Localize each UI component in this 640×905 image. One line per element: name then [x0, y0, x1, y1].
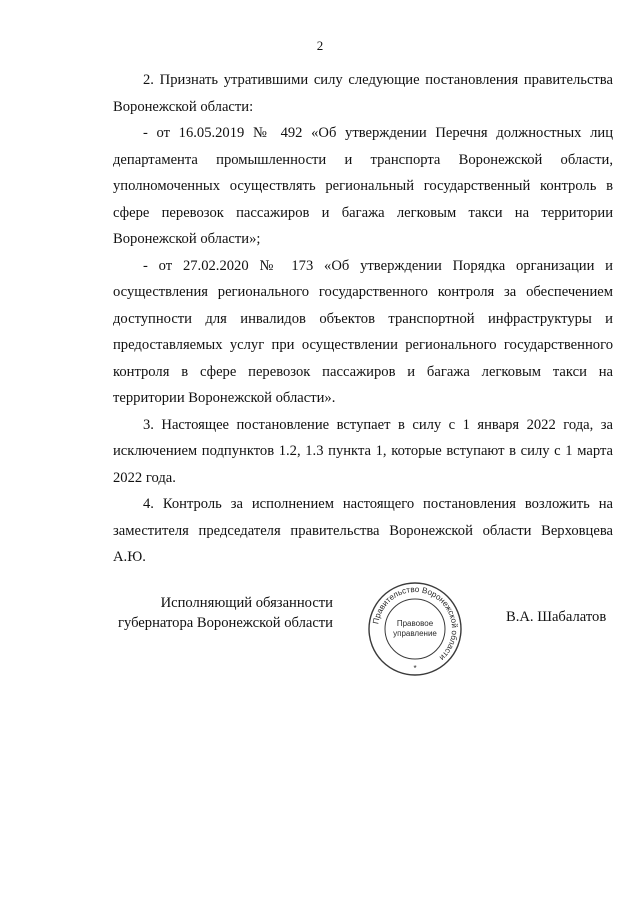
document-body: [113, 67, 613, 571]
paragraph-repeal-item-492: - от 16.05.2019 № 492 «Об утверждении Перечня должностных лиц департамента промышленности и транспорта Воронежской области, уполномоченных осуществлять региональный государственный контроль в сфере перевозок пассажиров и багажа легковым такси на территории Воронежской области»;: [113, 125, 613, 247]
signature-block: [0, 577, 640, 687]
stamp-seal-icon: [365, 579, 465, 679]
signer-title: [108, 593, 333, 633]
stamp-center-line2: управление: [393, 629, 437, 638]
signer-name: В.А. Шабалатов: [506, 609, 607, 625]
signer-title-line1: Исполняющий обязанности: [160, 595, 333, 611]
stamp-star-mark: *: [413, 664, 417, 673]
paragraph-effective-date: 3. Настоящее постановление вступает в силу с 1 января 2022 года, за исключением подпунктов 1.2, 1.3 пункта 1, которые вступают в силу с 1 марта 2022 года.: [113, 416, 613, 486]
official-stamp: [365, 579, 465, 679]
stamp-center-line1: Правовое: [396, 619, 434, 628]
signer-title-line2: губернатора Воронежской области: [117, 615, 333, 631]
paragraph-repeal-intro: 2. Признать утратившими силу следующие постановления правительства Воронежской области:: [113, 72, 613, 115]
stamp-ring-text: Правительство Воронежской области: [371, 584, 460, 663]
page-number: 2: [316, 38, 324, 53]
paragraph-control: 4. Контроль за исполнением настоящего постановления возложить на заместителя председателя правительства Воронежской области Верховцева А.Ю.: [113, 496, 613, 565]
paragraph-repeal-item-173: - от 27.02.2020 № 173 «Об утверждении Порядка организации и осуществления регионального государственного контроля за обеспечением доступности для инвалидов объектов транспортной инфраструктуры и предоставляемых услуг при осуществлении регионального государственного контроля в сфере перевозок пассажиров и багажа легковым такси на территории Воронежской области».: [113, 257, 613, 406]
